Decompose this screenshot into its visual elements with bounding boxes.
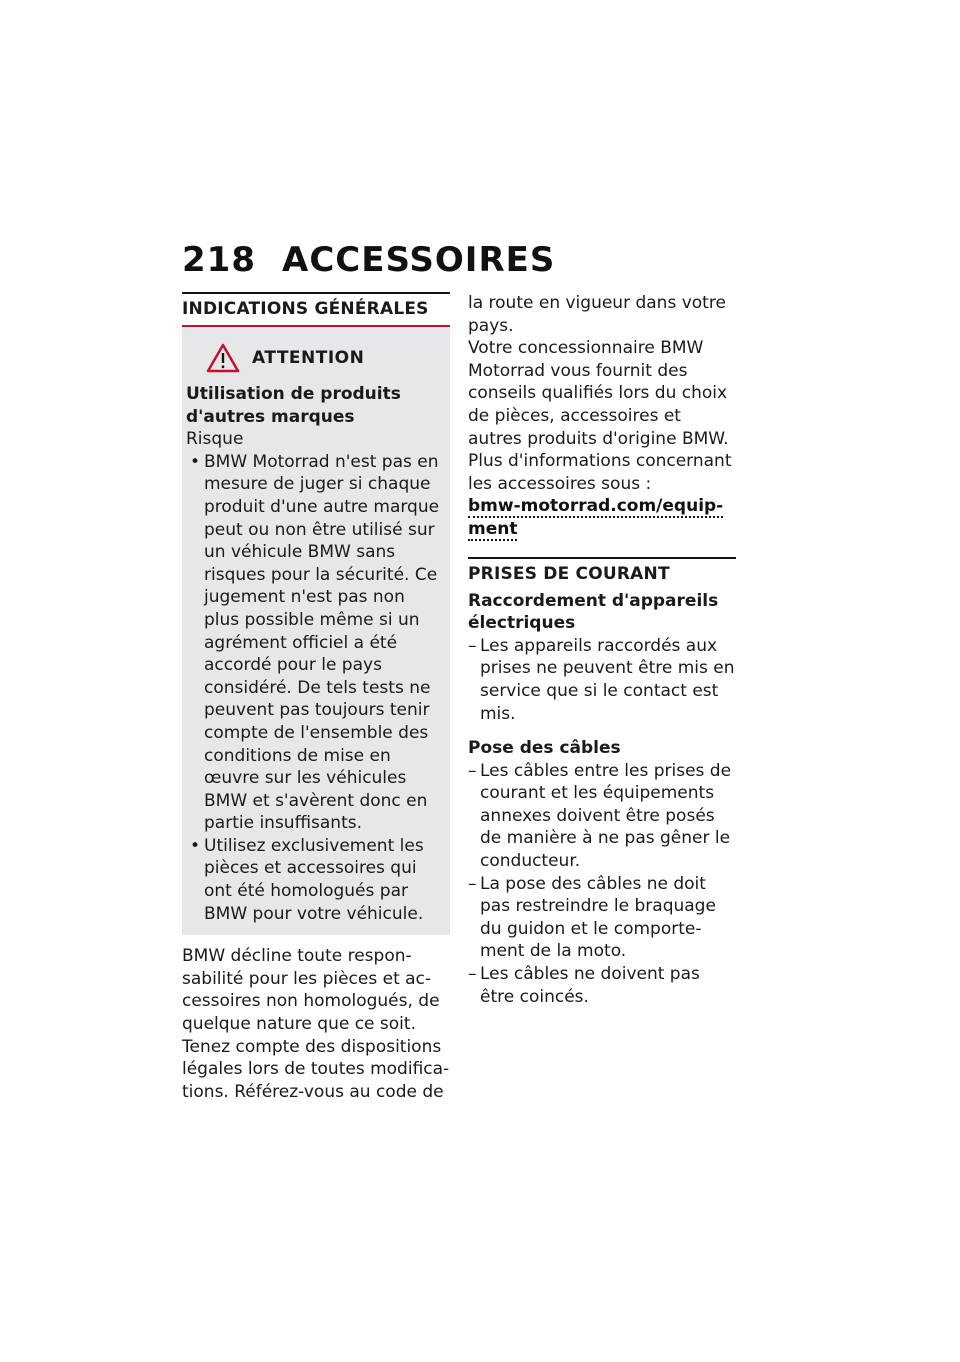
warning-header: [186, 343, 444, 373]
cables-list: [468, 760, 736, 1009]
list-item: – Les câbles ne doivent pas être coincés.: [468, 963, 736, 1008]
right-column: [468, 292, 736, 1008]
accessories-link[interactable]: bmw-motorrad.com/equip-ment: [468, 496, 724, 539]
list-item: • Utilisez exclusivement les pièces et accessoires qui ont été homologués par BMW pour votre véhicule.: [186, 835, 444, 925]
list-item: – La pose des câbles ne doit pas restreindre le braquage du guidon et le comporte-ment de la moto.: [468, 873, 736, 963]
subsection-heading-cables: Pose des câbles: [468, 738, 621, 759]
warning-bullets: [186, 451, 444, 925]
list-item: – Les câbles entre les prises de courant et les équipements annexes doivent être posés de manière à ne pas gêner le conducteur.: [468, 760, 736, 873]
list-item: – Les appareils raccordés aux prises ne peuvent être mis en service que si le contact est mis.: [468, 635, 736, 725]
warning-label: ATTENTION: [252, 348, 365, 368]
paragraph-continued: la route en vigueur dans votre pays.: [468, 293, 726, 336]
connection-list: [468, 635, 736, 725]
warning-box: [182, 327, 450, 935]
section-title-general: INDICATIONS GÉNÉRALES: [182, 299, 429, 319]
list-item: • BMW Motorrad n'est pas en mesure de juger si chaque produit d'une autre marque peut ou non être utilisé sur un véhicule BMW sans risques pour la sécurité. Ce jugement n'est pas non plus possible même si un agrément officiel a été accordé pour le pays considéré. De tels tests ne peuvent pas toujours tenir compte de l'ensemble des conditions de mise en œuvre sur les véhicules BMW et s'avèrent donc en partie insuffisants.: [186, 451, 444, 835]
disclaimer-paragraph: BMW décline toute respon-sabilité pour les pièces et ac-cessoires non homologués, de quelque nature que ce soit. Tenez compte des dispositions légales lors de toutes modifica-tions. Référez-vous au code de: [182, 946, 450, 1102]
left-column: [182, 292, 450, 1103]
page-number: 218: [182, 240, 256, 280]
chapter-title: ACCESSOIRES: [282, 240, 556, 280]
page-header: [182, 240, 555, 280]
warning-heading: Utilisation de produits d'autres marques: [186, 384, 401, 427]
dealer-paragraph: Votre concessionnaire BMW Motorrad vous fournit des conseils qualifiés lors du choix de pièces, accessoires et autres produits d'origine BMW. Plus d'informations concernant les accessoires sous :: [468, 338, 732, 494]
warning-triangle-icon: [206, 343, 240, 373]
subsection-heading-connection: Raccordement d'appareils électriques: [468, 590, 719, 634]
section-title-sockets: PRISES DE COURANT: [468, 563, 670, 584]
warning-risk: Risque: [186, 429, 244, 450]
power-sockets-section: [468, 557, 736, 1009]
